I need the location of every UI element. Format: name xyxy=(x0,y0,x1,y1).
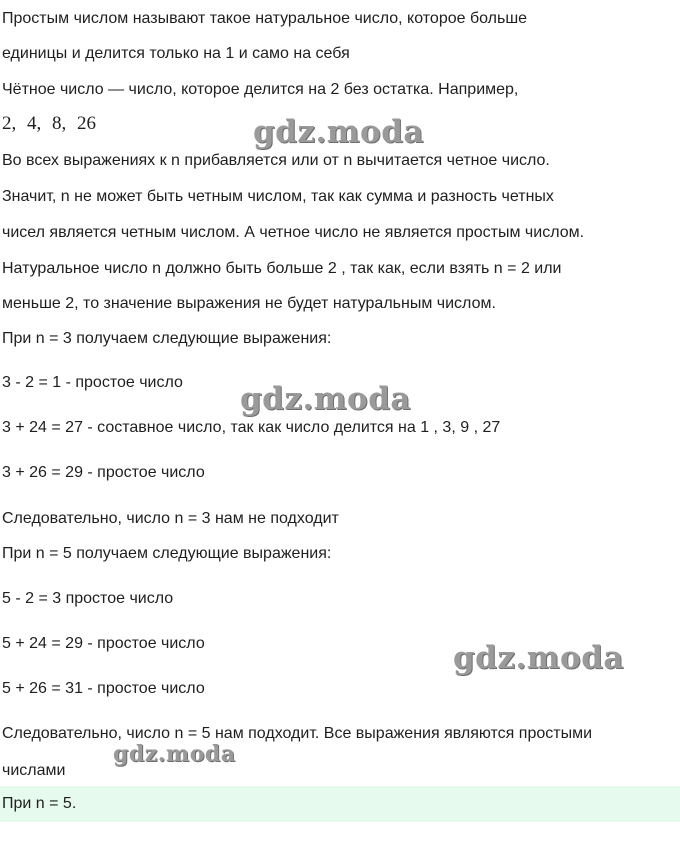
text-line: Простым числом называют такое натуральное число, которое больше xyxy=(2,10,528,27)
case-header: При n = 3 получаем следующие выражения: xyxy=(2,330,332,347)
text-line: Чётное число — число, которое делится на 2 без остатка. Например, xyxy=(2,81,519,98)
text-line: единицы и делится только на 1 и само на себя xyxy=(2,45,350,62)
expression-line: 5 - 2 = 3 простое число xyxy=(2,590,174,607)
watermark: gdz.moda xyxy=(453,640,624,676)
watermark: gdz.moda xyxy=(113,741,236,767)
text-line: Натуральное число n должно быть больше 2 , так как, если взять n = 2 или xyxy=(2,260,562,277)
expression-line: 5 + 26 = 31 - простое число xyxy=(2,680,205,697)
even-number-examples: 2, 4, 8, 26 xyxy=(2,113,96,134)
answer-text: При n = 5. xyxy=(2,795,77,812)
text-line: чисел является четным числом. А четное число не является простым числом. xyxy=(2,224,585,241)
expression-line: 3 + 26 = 29 - простое число xyxy=(2,464,205,481)
conclusion-line: Следовательно, число n = 3 нам не подходит xyxy=(2,510,339,527)
text-line: Значит, n не может быть четным числом, так как сумма и разность четных xyxy=(2,188,554,205)
expression-line: 3 + 24 = 27 - составное число, так как число делится на 1 , 3, 9 , 27 xyxy=(2,419,501,436)
text-line: Во всех выражениях к n прибавляется или от n вычитается четное число. xyxy=(2,152,550,169)
case-header: При n = 5 получаем следующие выражения: xyxy=(2,545,332,562)
conclusion-line: Следовательно, число n = 5 нам подходит. Все выражения являются простыми xyxy=(2,725,592,742)
text-line: меньше 2, то значение выражения не будет натуральным числом. xyxy=(2,295,496,312)
text-line: числами xyxy=(2,762,66,779)
answer-box xyxy=(0,786,680,822)
watermark: gdz.moda xyxy=(240,381,411,417)
watermark: gdz.moda xyxy=(253,114,424,150)
expression-line: 3 - 2 = 1 - простое число xyxy=(2,374,183,391)
expression-line: 5 + 24 = 29 - простое число xyxy=(2,635,205,652)
